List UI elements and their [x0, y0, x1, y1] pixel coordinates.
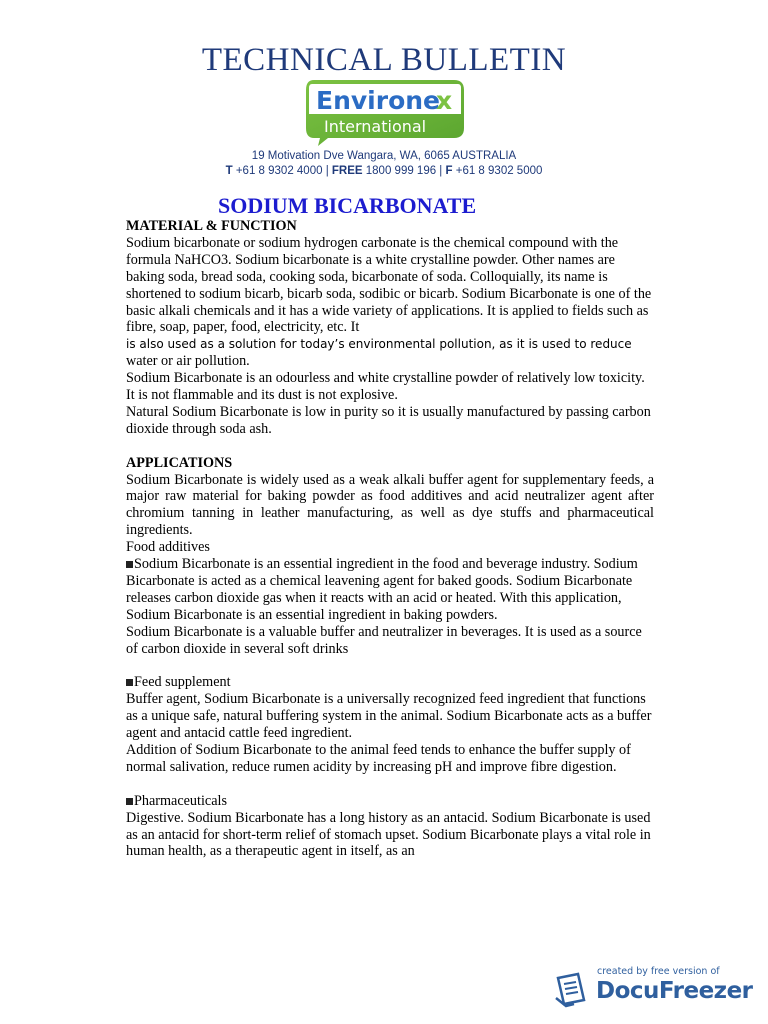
- watermark-caption: created by free version of: [597, 966, 720, 977]
- feed-paragraph-1: Buffer agent, Sodium Bicarbonate is a universally recognized feed ingredient that functions as a unique safe, natural buffering system in the animal. Sodium Bicarbonate acts as a buffer agent and antacid cattle feed ingredient.: [126, 691, 652, 742]
- watermark-brand: DocuFreezer: [596, 978, 753, 1004]
- spacer: [126, 658, 654, 675]
- material-paragraph-2: Sodium Bicarbonate is an odourless and white crystalline powder of relatively low toxicity. It is not flammable and its dust is not explosive.: [126, 370, 645, 404]
- fax-label: F: [445, 165, 453, 177]
- material-heading: MATERIAL & FUNCTION: [126, 218, 297, 234]
- bullet-icon: [126, 798, 133, 805]
- document-freeze-icon: [552, 970, 592, 1010]
- contact-line: [0, 164, 768, 179]
- phone-value: +61 8 9302 4000 |: [235, 165, 329, 177]
- fax-value: +61 8 9302 5000: [455, 165, 543, 177]
- applications-heading: APPLICATIONS: [126, 454, 233, 471]
- document-body: [126, 218, 654, 860]
- phone-label: T: [225, 165, 233, 177]
- feed-heading-text: Feed supplement: [134, 674, 231, 691]
- food-paragraph-2: Sodium Bicarbonate is a valuable buffer and neutralizer in beverages. It is used as a source of carbon dioxide in several soft drinks: [126, 623, 642, 657]
- bulletin-title: TECHNICAL BULLETIN: [201, 42, 567, 78]
- food-paragraph-1-text: Sodium Bicarbonate is an essential ingredient in the food and beverage industry. Sodium Bicarbonate is acted as a chemical leavening agent for baked goods. Sodium Bicarbonate releases carbon dioxide gas when it reacts with an acid or heated. With this application, Sodium Bicarbonate is an essential ingredient in baking powders.: [126, 556, 638, 623]
- logo-top-word: Environe: [316, 86, 440, 115]
- pharma-paragraph-1: Digestive. Sodium Bicarbonate has a long history as an antacid. Sodium Bicarbonate is used as an antacid for short-term relief of stomach upset. Sodium Bicarbonate plays a vital role in human health, as a therapeutic agent in itself, as an: [126, 809, 651, 860]
- feed-heading: [126, 674, 654, 691]
- pharma-heading-text: Pharmaceuticals: [134, 792, 227, 809]
- company-address: [0, 149, 768, 179]
- food-paragraph-1: [126, 556, 654, 624]
- logo-accent-letter: x: [436, 86, 453, 115]
- bullet-icon: [126, 561, 133, 568]
- applications-intro: Sodium Bicarbonate is widely used as a weak alkali buffer agent for supplementary feeds, a major raw material for baking powder as food additives and acid neutralizer agent after chromium tanning in leather manufacturing, as well as dye stuffs and pharmaceutical ingredients.: [126, 471, 654, 539]
- food-heading: Food additives: [126, 539, 210, 556]
- material-paragraph-1-sans: is also used as a solution for today’s environmental pollution, as it is used to reduce: [126, 337, 632, 352]
- bullet-icon: [126, 679, 133, 686]
- material-paragraph-1-end: water or air pollution.: [126, 353, 250, 370]
- freecall-label: FREE: [331, 165, 363, 177]
- document-title: SODIUM BICARBONATE: [218, 193, 477, 218]
- feed-paragraph-2: Addition of Sodium Bicarbonate to the animal feed tends to enhance the buffer supply of normal salivation, reduce rumen acidity by increasing pH and improve fibre digestion.: [126, 742, 631, 775]
- spacer: [126, 776, 654, 793]
- docufreezer-watermark: [552, 966, 753, 1010]
- logo-bottom-word: International: [324, 117, 427, 136]
- freecall-value: 1800 999 196 |: [365, 165, 443, 177]
- address-line: 19 Motivation Dve Wangara, WA, 6065 AUSTRALIA: [251, 150, 517, 162]
- pharma-heading: [126, 793, 654, 810]
- spacer: [126, 438, 654, 455]
- material-paragraph-1: Sodium bicarbonate or sodium hydrogen carbonate is the chemical compound with the formula NaHCO3. Sodium bicarbonate is a white crystalline powder. Other names are baking soda, bread soda, cooking soda, bicarbonate of soda. Colloquially, its name is shortened to sodium bicarb, bicarb soda, sodibic or bicarb. Sodium Bicarbonate is one of the basic alkali chemicals and it has a wide variety of applications. It is applied to fields such as fibre, soap, paper, food, electricity, etc. It: [126, 234, 652, 336]
- environex-logo: [304, 78, 466, 148]
- material-paragraph-3: Natural Sodium Bicarbonate is low in purity so it is usually manufactured by passing carbon dioxide through soda ash.: [126, 403, 651, 437]
